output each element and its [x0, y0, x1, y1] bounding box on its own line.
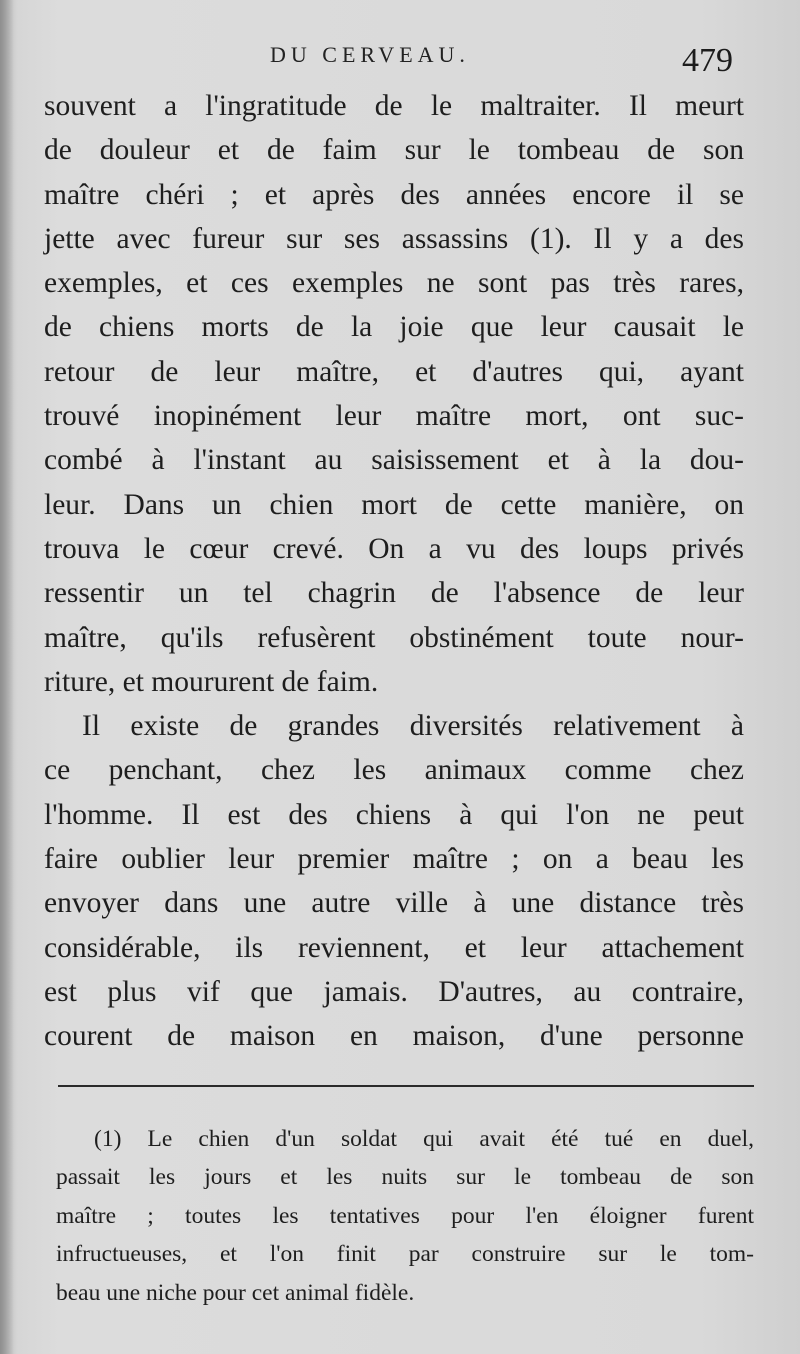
page-number: 479 — [682, 42, 733, 79]
page-header — [0, 28, 800, 88]
body-line: Il existe de grandes diversités relativement à — [82, 710, 744, 743]
body-line: envoyer dans une autre ville à une distance très — [44, 887, 744, 920]
body-line: souvent a l'ingratitude de le maltraiter. Il meurt — [44, 90, 744, 122]
body-line: l'homme. Il est des chiens à qui l'on ne peut — [44, 798, 744, 831]
body-line: ressentir un tel chagrin de l'absence de leur — [44, 577, 744, 610]
body-line: considérable, ils reviennent, et leur attachement — [44, 931, 744, 964]
footnote-line: infructueuses, et l'on finit par construire sur le tom- — [56, 1241, 754, 1268]
footnote-line: passait les jours et les nuits sur le tombeau de son — [56, 1164, 754, 1191]
body-line: de douleur et de faim sur le tombeau de son — [44, 134, 744, 167]
footnote-line: beau une niche pour cet animal fidèle. — [56, 1279, 415, 1306]
footnote-line: (1) Le chien d'un soldat qui avait été tué en duel, — [94, 1126, 754, 1152]
body-line: retour de leur maître, et d'autres qui, ayant — [44, 355, 744, 388]
body-line: faire oublier leur premier maître ; on a beau les — [44, 843, 744, 876]
body-line: courent de maison en maison, d'une personne — [44, 1020, 744, 1053]
body-line: jette avec fureur sur ses assassins (1). Il y a des — [44, 222, 744, 255]
running-head: DU CERVEAU. — [270, 42, 470, 67]
body-line: maître, qu'ils refusèrent obstinément toute nour- — [44, 621, 744, 654]
body-line: leur. Dans un chien mort de cette manière, on — [44, 488, 744, 521]
footnote-line: maître ; toutes les tentatives pour l'en éloigner furent — [56, 1202, 754, 1229]
footnote-rule — [58, 1085, 754, 1087]
body-line: ce penchant, chez les animaux comme chez — [44, 754, 744, 787]
body-line: trouva le cœur crevé. On a vu des loups privés — [44, 532, 744, 565]
footnote — [56, 1120, 754, 1312]
body-line: combé à l'instant au saisissement et à la dou- — [44, 444, 744, 477]
body-line: riture, et moururent de faim. — [44, 665, 379, 698]
body-line: exemples, et ces exemples ne sont pas très rares, — [44, 267, 744, 300]
body-line: trouvé inopinément leur maître mort, ont suc- — [44, 400, 744, 433]
body-line: est plus vif que jamais. D'autres, au contraire, — [44, 975, 744, 1008]
body-line: maître chéri ; et après des années encore il se — [44, 178, 744, 211]
body-text — [44, 84, 744, 1059]
body-line: de chiens morts de la joie que leur causait le — [44, 311, 744, 344]
page-gutter-shadow — [0, 0, 14, 1354]
